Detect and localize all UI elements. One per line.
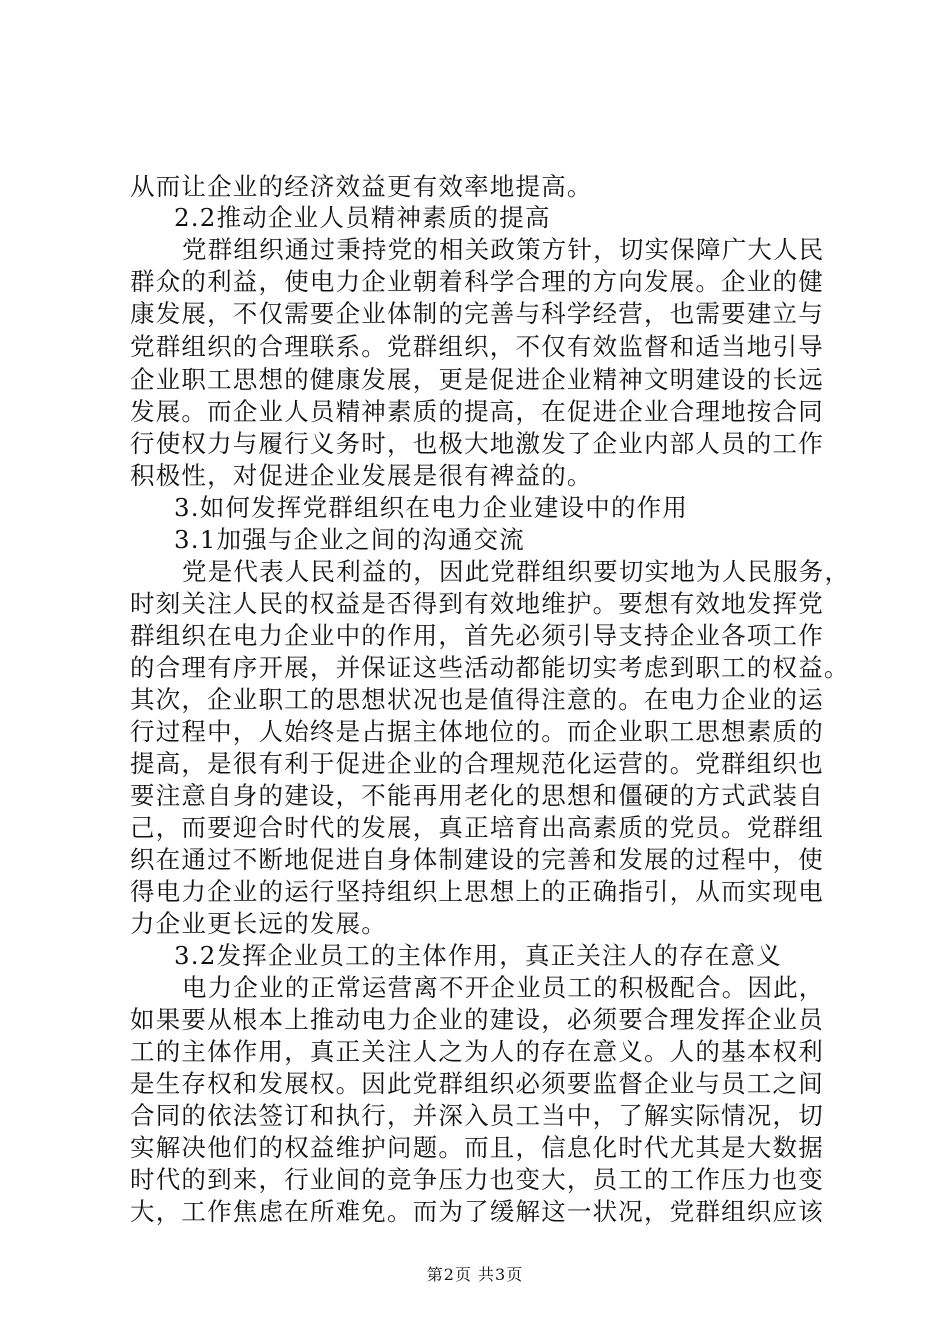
text-line: 力企业更长远的发展。: [130, 909, 387, 938]
text-line: 党群组织的合理联系。党群组织，不仅有效监督和适当地引导: [130, 332, 824, 361]
text-line: 己，而要迎合时代的发展，真正培育出高素质的党员。党群组: [130, 813, 824, 842]
text-line: 时代的到来，行业间的竞争压力也变大，员工的工作压力也变: [130, 1165, 824, 1194]
text-line: 康发展，不仅需要企业体制的完善与科学经营，也需要建立与: [130, 299, 824, 328]
text-line: 的合理有序开展，并保证这些活动都能切实考虑到职工的权益。: [130, 653, 850, 682]
text-line: 积极性，对促进企业发展是很有裨益的。: [130, 461, 593, 490]
text-line: 要注意自身的建设，不能再用老化的思想和僵硬的方式武装自: [130, 781, 824, 810]
text-line: 如果要从根本上推动电力企业的建设，必须要合理发挥企业员: [130, 1005, 824, 1034]
text-line: 党是代表人民利益的，因此党群组织要切实地为人民服务，: [182, 557, 851, 586]
text-line: 实解决他们的权益维护问题。而且，信息化时代尤其是大数据: [130, 1133, 824, 1162]
text-line: 行过程中，人始终是占据主体地位的。而企业职工思想素质的: [130, 717, 824, 746]
section-heading: 2.2推动企业人员精神素质的提高: [174, 203, 551, 232]
text-line: 工的主体作用，真正关注人之为人的存在意义。人的基本权利: [130, 1037, 824, 1066]
text-line: 是生存权和发展权。因此党群组织必须要监督企业与员工之间: [130, 1069, 824, 1098]
text-line: 大，工作焦虑在所难免。而为了缓解这一状况，党群组织应该: [130, 1197, 824, 1226]
text-line: 织在通过不断地促进自身体制建设的完善和发展的过程中，使: [130, 845, 824, 874]
text-line: 得电力企业的运行坚持组织上思想上的正确指引，从而实现电: [130, 877, 824, 906]
text-line: 电力企业的正常运营离不开企业员工的积极配合。因此，: [182, 973, 825, 1002]
text-line: 合同的依法签订和执行，并深入员工当中，了解实际情况，切: [130, 1101, 824, 1130]
text-line: 党群组织通过秉持党的相关政策方针，切实保障广大人民: [182, 235, 825, 264]
text-line: 其次，企业职工的思想状况也是值得注意的。在电力企业的运: [130, 685, 824, 714]
text-line: 从而让企业的经济效益更有效率地提高。: [130, 172, 593, 201]
text-line: 发展。而企业人员精神素质的提高，在促进企业合理地按合同: [130, 397, 824, 426]
text-line: 提高，是很有利于促进企业的合理规范化运营的。党群组织也: [130, 749, 824, 778]
page-footer: 第2页 共3页: [426, 1265, 524, 1284]
text-line: 企业职工思想的健康发展，更是促进企业精神文明建设的长远: [130, 365, 824, 394]
section-heading: 3.1加强与企业之间的沟通交流: [174, 525, 525, 554]
section-heading: 3.2发挥企业员工的主体作用，真正关注人的存在意义: [174, 941, 782, 970]
section-heading: 3.如何发挥党群组织在电力企业建设中的作用: [174, 493, 689, 522]
text-line: 时刻关注人民的权益是否得到有效地维护。要想有效地发挥党: [130, 589, 824, 618]
text-line: 群众的利益，使电力企业朝着科学合理的方向发展。企业的健: [130, 267, 824, 296]
text-line: 群组织在电力企业中的作用，首先必须引导支持企业各项工作: [130, 621, 824, 650]
text-line: 行使权力与履行义务时，也极大地激发了企业内部人员的工作: [130, 429, 824, 458]
